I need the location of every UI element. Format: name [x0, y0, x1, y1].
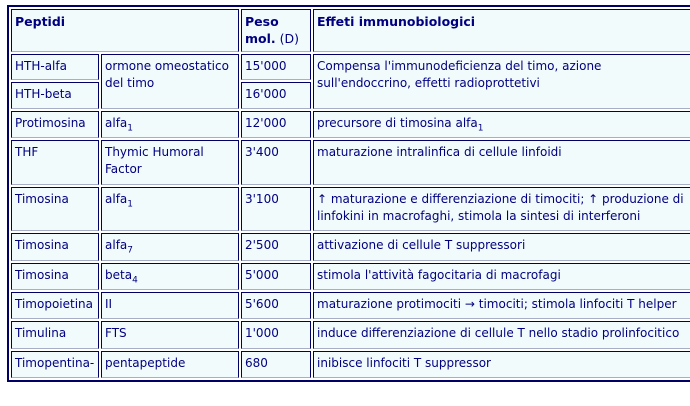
cell-variant	[101, 233, 239, 260]
variant-label: alfa	[105, 191, 128, 206]
molecular-weight-value: 5'000	[245, 267, 279, 282]
cell-peptide-name	[11, 82, 99, 109]
molecular-weight-value: 2'500	[245, 238, 279, 253]
cell-effects	[313, 140, 690, 184]
cell-molecular-weight	[241, 140, 311, 184]
cell-peptide-name	[11, 321, 99, 348]
cell-peptide-name	[11, 140, 99, 184]
cell-molecular-weight	[241, 292, 311, 319]
header-effetti-label: Effeti immunobiologici	[317, 14, 476, 29]
cell-variant	[101, 111, 239, 138]
effects-text: maturazione intralinfica di cellule linfoidi	[317, 145, 562, 160]
cell-effects	[313, 187, 690, 231]
header-peso-bold: Peso mol.	[245, 14, 279, 46]
table-row-timosina-alfa1	[11, 187, 690, 231]
variant-subscript: 7	[127, 245, 133, 256]
table-row-timosina-beta4	[11, 263, 690, 290]
molecular-weight-value: 680	[245, 355, 268, 370]
effects-text: induce differenziazione di cellule T nello stadio prolinfocitico	[317, 326, 680, 341]
table-row-timulina	[11, 321, 690, 348]
effects-subscript: 1	[477, 123, 484, 134]
table-row-timosina-alfa7	[11, 233, 690, 260]
cell-variant	[101, 351, 239, 378]
cell-molecular-weight	[241, 351, 311, 378]
molecular-weight-value: 15'000	[245, 59, 287, 73]
effects-text: ↑ maturazione e differenziazione di timociti; ↑ produzione di linfokini in macrofaghi, stimola la sintesi di interferoni	[317, 191, 684, 223]
effects-text: maturazione protimociti → timociti; stimola linfociti T helper	[317, 296, 677, 311]
effects-text: precursore di timosina alfa	[317, 116, 478, 130]
cell-effects	[313, 233, 690, 260]
cell-effects	[313, 111, 690, 138]
table-row-timopentina	[11, 351, 690, 378]
header-peso-unit: (D)	[275, 31, 300, 46]
molecular-weight-value: 3'400	[245, 145, 279, 160]
molecular-weight-value: 16'000	[245, 87, 287, 101]
cell-effects	[313, 321, 690, 348]
cell-peptide-name	[11, 187, 99, 231]
peptide-name-label: HTH-beta	[15, 87, 72, 101]
cell-molecular-weight	[241, 187, 311, 231]
table-row-thf	[11, 140, 690, 184]
cell-molecular-weight	[241, 233, 311, 260]
cell-variant	[101, 292, 239, 319]
molecular-weight-value: 3'100	[245, 191, 279, 206]
molecular-weight-value: 12'000	[245, 116, 287, 130]
molecular-weight-value: 5'600	[245, 296, 279, 311]
peptide-name-label: Timosina	[15, 191, 69, 206]
effects-text: Compensa l'immunodeficienza del timo, azione sull'endoccrino, effetti radioprottetivi	[317, 59, 602, 90]
peptide-name-label: HTH-alfa	[15, 59, 67, 73]
effects-text: attivazione di cellule T suppressori	[317, 238, 526, 253]
peptide-name-label: THF	[15, 145, 39, 160]
variant-label: Thymic Humoral Factor	[105, 145, 204, 177]
peptide-name-label: Protimosina	[15, 116, 86, 130]
cell-effects	[313, 292, 690, 319]
peptide-name-label: Timosina	[15, 238, 69, 253]
cell-variant	[101, 321, 239, 348]
molecular-weight-value: 1'000	[245, 326, 279, 341]
table-row-timopoietina	[11, 292, 690, 319]
cell-effects	[313, 351, 690, 378]
cell-peptide-name	[11, 292, 99, 319]
peptide-name-label: Timosina	[15, 267, 69, 282]
variant-label: pentapeptide	[105, 355, 186, 370]
variant-label: II	[105, 296, 113, 311]
cell-peptide-name	[11, 111, 99, 138]
table-row-hth-alfa	[11, 54, 690, 80]
cell-molecular-weight	[241, 111, 311, 138]
cell-effects	[313, 54, 690, 109]
variant-label: ormone omeostatico del timo	[105, 59, 229, 90]
variant-label: alfa	[105, 116, 128, 130]
cell-effects	[313, 263, 690, 290]
cell-molecular-weight	[241, 54, 311, 80]
header-effetti	[313, 9, 690, 52]
cell-molecular-weight	[241, 263, 311, 290]
header-peso	[241, 9, 311, 52]
cell-peptide-name	[11, 233, 99, 260]
effects-text: stimola l'attività fagocitaria di macrofagi	[317, 267, 561, 282]
table-row-protimosina	[11, 111, 690, 138]
variant-subscript: 1	[127, 199, 133, 210]
cell-variant	[101, 140, 239, 184]
variant-label: beta	[105, 267, 133, 282]
peptide-name-label: Timopoietina	[15, 296, 93, 311]
variant-subscript: 4	[132, 274, 138, 285]
header-row	[11, 9, 690, 52]
peptide-name-label: Timulina	[15, 326, 67, 341]
variant-label: FTS	[105, 326, 127, 341]
cell-variant	[101, 263, 239, 290]
cell-molecular-weight	[241, 82, 311, 109]
header-peptidi	[11, 9, 239, 52]
effects-text: inibisce linfociti T suppressor	[317, 355, 491, 370]
cell-molecular-weight	[241, 321, 311, 348]
variant-label: alfa	[105, 238, 128, 253]
cell-peptide-name	[11, 351, 99, 378]
peptide-name-label: Timopentina-	[15, 355, 95, 370]
cell-peptide-name	[11, 54, 99, 80]
variant-subscript: 1	[127, 123, 133, 134]
cell-variant	[101, 187, 239, 231]
peptide-table	[7, 5, 690, 382]
cell-variant	[101, 54, 239, 109]
cell-peptide-name	[11, 263, 99, 290]
header-peptidi-label: Peptidi	[15, 14, 66, 29]
